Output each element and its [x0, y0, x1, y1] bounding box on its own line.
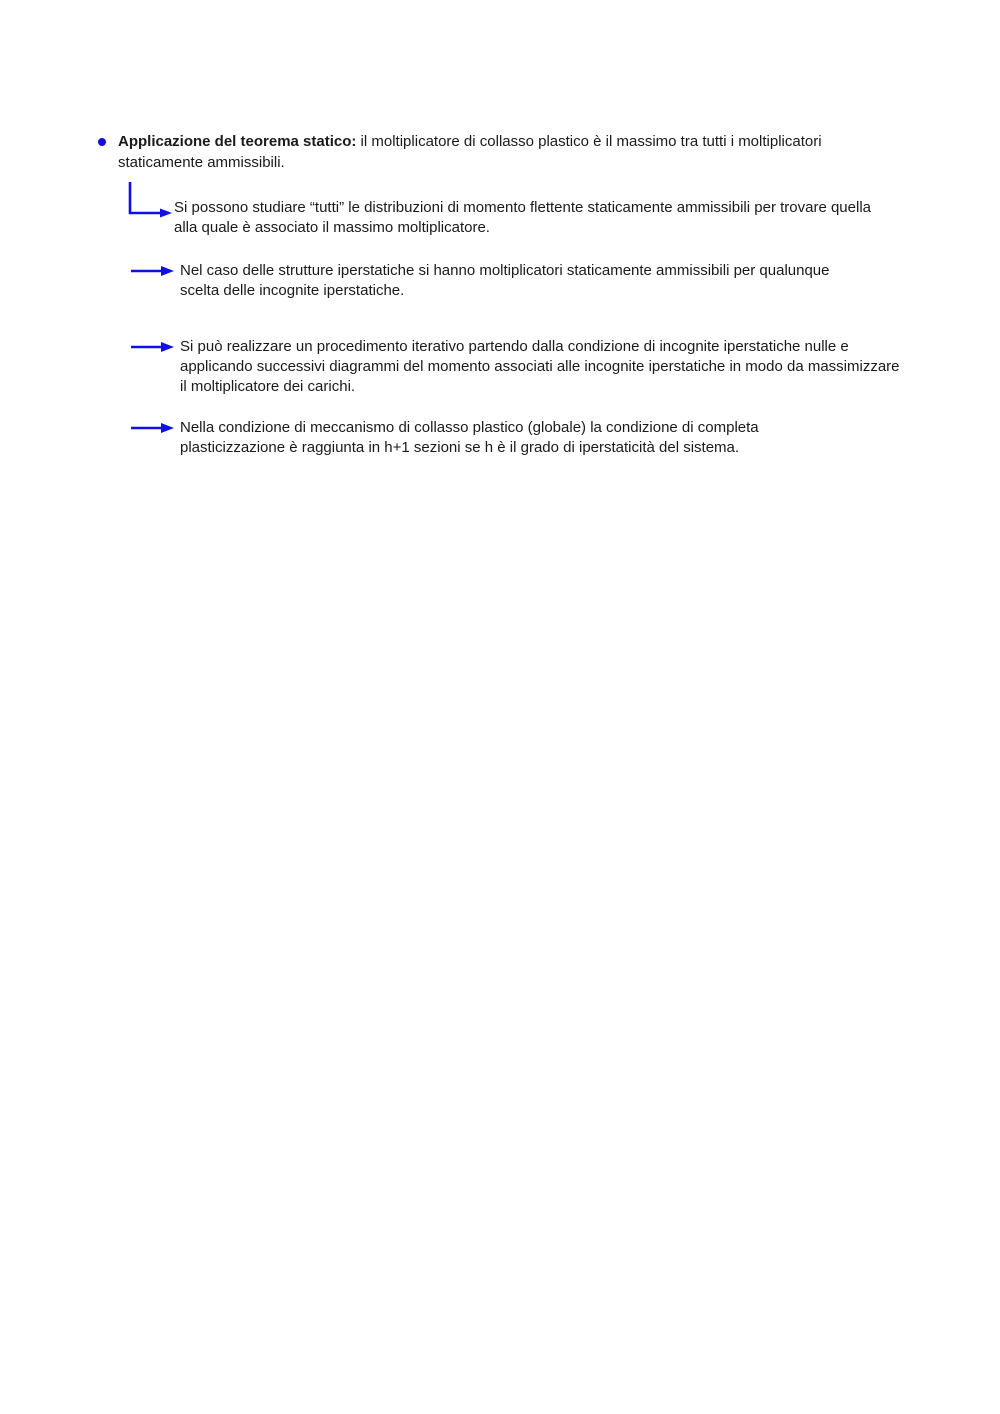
right-arrow-icon: [130, 421, 176, 435]
right-arrow-icon: [130, 264, 176, 278]
bullet-dot-icon: [98, 138, 106, 146]
sub-item-3-text: Si può realizzare un procedimento iterativo partendo dalla condizione di incognite iperstatiche nulle e applicando successivi diagrammi del momento associati alle incognite iperstatiche in modo da massimizzare il moltiplicatore dei carichi.: [180, 338, 900, 395]
sub-item-1-text: Si possono studiare “tutti” le distribuzioni di momento flettente staticamente ammissibili per trovare quella alla quale è associato il massimo moltiplicatore.: [174, 199, 871, 236]
main-bullet-text: il moltiplicatore di collasso plastico è il massimo tra tutti i moltiplicatori staticamente ammissibili.: [118, 133, 822, 171]
sub-item-2-text: Nel caso delle strutture iperstatiche si hanno moltiplicatori staticamente ammissibili per qualunque scelta delle incognite iperstatiche.: [180, 262, 830, 299]
elbow-arrow-icon: [126, 181, 176, 221]
right-arrow-icon: [130, 340, 176, 354]
main-bullet-paragraph: [118, 131, 858, 173]
main-bullet-bold-text: Applicazione del teorema statico:: [118, 133, 357, 150]
sub-item-4-text: Nella condizione di meccanismo di collasso plastico (globale) la condizione di completa plasticizzazione è raggiunta in h+1 sezioni se h è il grado di iperstaticità del sistema.: [180, 419, 759, 456]
